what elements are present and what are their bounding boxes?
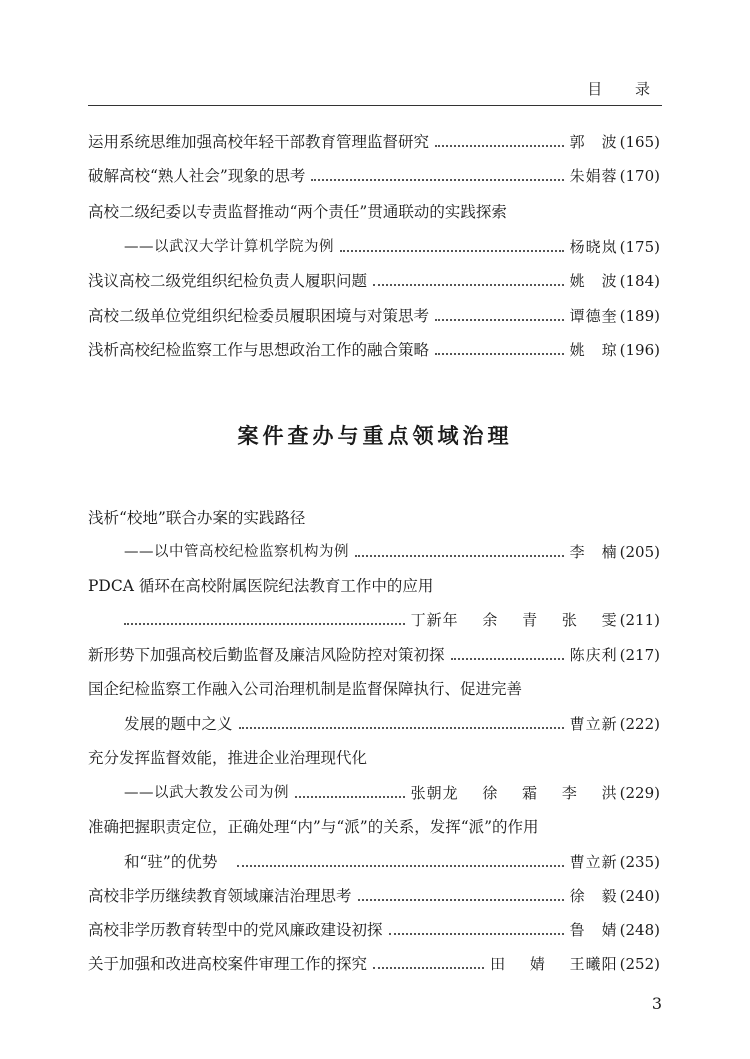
dot-leader [237, 865, 563, 867]
toc-entry-title: 和“驻”的优势 [124, 853, 218, 871]
page-number: 3 [651, 994, 662, 1013]
dot-leader [451, 658, 564, 660]
toc-entry-author: 李 楠 [569, 543, 618, 561]
dot-leader [358, 899, 564, 901]
toc-entry-page: (240) [619, 887, 660, 905]
toc-entry[interactable] [124, 779, 660, 803]
toc-entry-title: 浅析“校地”联合办案的实践路径 [88, 509, 306, 527]
toc-entry-author: 朱娟蓉 [569, 167, 618, 185]
toc-entry-page: (248) [619, 921, 660, 939]
toc-entry-author: 徐 毅 [569, 887, 618, 905]
dot-leader [435, 353, 564, 355]
toc-entry-title: 国企纪检监察工作融入公司治理机制是监督保障执行、促进完善 [88, 680, 523, 698]
toc-entry-title: 运用系统思维加强高校年轻干部教育管理监督研究 [88, 133, 430, 151]
toc-entry-title: 浅析高校纪检监察工作与思想政治工作的融合策略 [88, 341, 430, 359]
dot-leader [435, 145, 564, 147]
toc-entry[interactable] [124, 710, 660, 734]
toc-entry-page: (196) [619, 341, 660, 359]
toc-entry[interactable] [88, 302, 660, 326]
toc-entry-heading[interactable] [88, 675, 660, 699]
toc-entry-subtitle: ——以武汉大学计算机学院为例 [124, 239, 334, 255]
toc-entry-title: 准确把握职责定位，正确处理“内”与“派”的关系，发挥“派”的作用 [88, 818, 539, 836]
toc-entry-title: 高校二级纪委以专责监督推动“两个责任”贯通联动的实践探索 [88, 203, 507, 221]
toc-entry-heading[interactable] [88, 504, 660, 528]
toc-entry-heading[interactable] [88, 813, 660, 837]
dot-leader [389, 933, 564, 935]
header-rule [88, 105, 662, 106]
toc-entry-title: PDCA 循环在高校附属医院纪法教育工作中的应用 [88, 577, 434, 595]
header-label: 目 录 [587, 80, 664, 98]
dot-leader [373, 967, 484, 969]
toc-entry-heading[interactable] [88, 572, 660, 596]
toc-entry-title: 高校二级单位党组织纪检委员履职困境与对策思考 [88, 307, 430, 325]
toc-entry-author: 曹立新 [569, 715, 618, 733]
toc-entry[interactable] [88, 162, 660, 186]
dot-leader [311, 179, 563, 181]
toc-entry-author: 丁新年 余 青 张 雯 [410, 611, 618, 629]
toc-entry-title: 发展的题中之义 [124, 715, 233, 733]
toc-entry[interactable] [88, 641, 660, 665]
toc-entry-page: (189) [619, 307, 660, 325]
toc-entry[interactable] [88, 336, 660, 360]
dot-leader [340, 250, 564, 252]
toc-entry-author: 谭德奎 [569, 307, 618, 325]
toc-entry-page: (205) [619, 543, 660, 561]
toc-entry[interactable] [88, 882, 660, 906]
toc-entry-author: 杨晓岚 [569, 238, 618, 256]
toc-entry-heading[interactable] [88, 744, 660, 768]
toc-entry-title: 充分发挥监督效能，推进企业治理现代化 [88, 749, 368, 767]
toc-entry-author: 陈庆利 [569, 646, 618, 664]
toc-entry-title: 高校非学历教育转型中的党风廉政建设初探 [88, 921, 383, 939]
dot-leader [295, 796, 405, 798]
toc-entry-author: 张朝龙 徐 霜 李 洪 [410, 784, 618, 802]
toc-entry-page: (217) [619, 646, 660, 664]
toc-entry-author: 郭 波 [569, 133, 618, 151]
toc-entry-subtitle: ——以中管高校纪检监察机构为例 [124, 544, 349, 560]
toc-entry-page: (170) [619, 167, 660, 185]
toc-entry-title: 新形势下加强高校后勤监督及廉洁风险防控对策初探 [88, 646, 445, 664]
dot-leader [355, 555, 564, 557]
toc-entry-page: (184) [619, 272, 660, 290]
toc-entry[interactable] [124, 233, 660, 257]
section-heading: 案件查办与重点领域治理 [237, 424, 513, 448]
dot-leader [435, 319, 564, 321]
dot-leader [239, 727, 564, 729]
toc-entry-author: 田 婧 王曦阳 [490, 955, 618, 973]
toc-entry[interactable] [88, 916, 660, 940]
toc-entry-page: (235) [619, 853, 660, 871]
toc-entry-title: 破解高校“熟人社会”现象的思考 [88, 167, 306, 185]
toc-entry-title: 高校非学历继续教育领域廉洁治理思考 [88, 887, 352, 905]
toc-entry[interactable] [88, 267, 660, 291]
toc-entry[interactable] [88, 950, 660, 974]
toc-entry-page: (222) [619, 715, 660, 733]
toc-entry-author: 鲁 婧 [569, 921, 618, 939]
toc-entry[interactable] [124, 606, 660, 630]
toc-entry-author: 曹立新 [569, 853, 618, 871]
toc-entry-title: 关于加强和改进高校案件审理工作的探究 [88, 955, 368, 973]
toc-entry-page: (229) [619, 784, 660, 802]
toc-entry-author: 姚 琼 [569, 341, 618, 359]
toc-entry-page: (165) [619, 133, 660, 151]
toc-entry-page: (252) [619, 955, 660, 973]
toc-entry[interactable] [88, 128, 660, 152]
toc-entry-page: (211) [619, 611, 660, 629]
toc-entry[interactable] [124, 538, 660, 562]
dot-leader [373, 284, 564, 286]
toc-entry-subtitle: ——以武大教发公司为例 [124, 785, 289, 801]
dot-leader [124, 623, 405, 625]
toc-entry-author: 姚 波 [569, 272, 618, 290]
toc-entry[interactable] [124, 848, 660, 872]
toc-entry-title: 浅议高校二级党组织纪检负责人履职问题 [88, 272, 368, 290]
toc-entry-heading[interactable] [88, 198, 660, 222]
toc-entry-page: (175) [619, 238, 660, 256]
